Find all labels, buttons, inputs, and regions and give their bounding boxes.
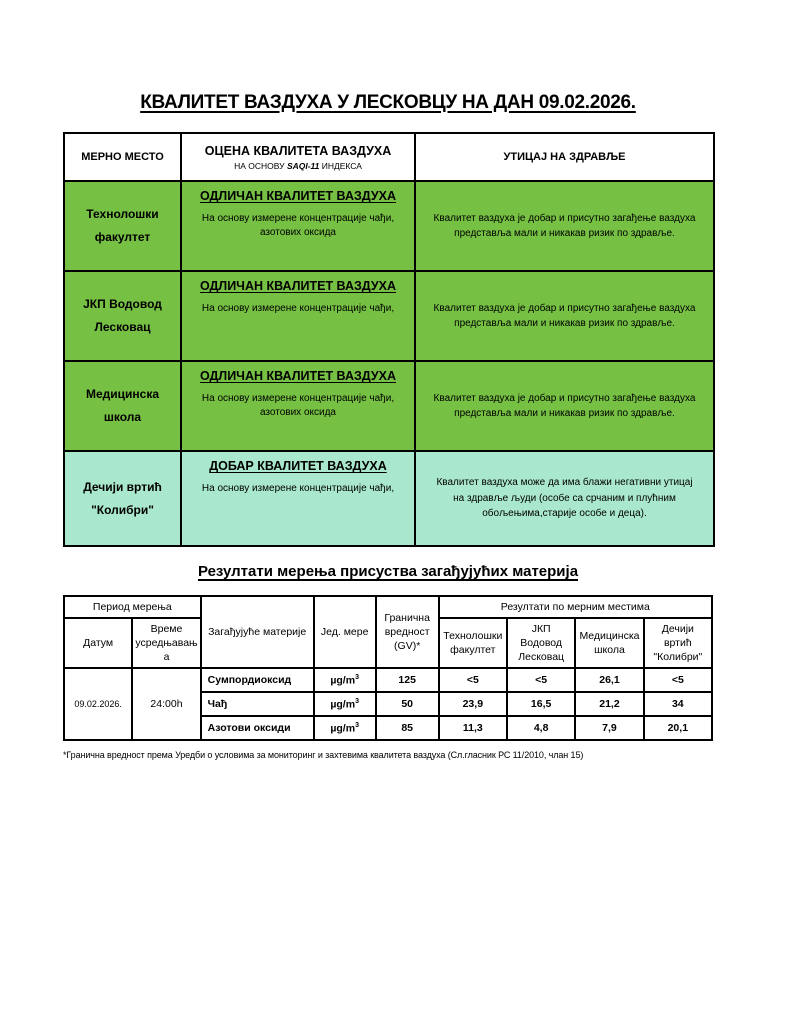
assessment-row-tehnoloski (64, 181, 714, 271)
unit-base: µg/m (330, 722, 356, 735)
header-health-impact: УТИЦАЈ НА ЗДРАВЉЕ (415, 133, 714, 181)
page-title: КВАЛИТЕТ ВАЗДУХА У ЛЕСКОВЦУ НА ДАН 09.02.2026. (140, 92, 636, 113)
health-impact-text: Квалитет ваздуха је добар и присутно загађење ваздуха представља мали и никакав ризик по здравље. (415, 181, 714, 271)
assessment-cell (181, 361, 415, 451)
result-kolibri: 34 (644, 692, 712, 716)
rating-basis: На основу измерене концентрације чађи, азотових оксида (201, 212, 395, 239)
assessment-row-medicinska (64, 361, 714, 451)
assessment-cell (181, 451, 415, 546)
pollutant-name: Азотови оксиди (201, 716, 314, 740)
health-impact-text: Квалитет ваздуха је добар и присутно загађење ваздуха представља мали и никакав ризик по здравље. (415, 271, 714, 361)
document-content (63, 92, 713, 760)
pollutant-name: Сумпордиоксид (201, 668, 314, 692)
averaging-time-value: 24:00h (132, 668, 200, 740)
header-measurement-period: Период мерења (64, 596, 201, 618)
rating-basis: На основу измерене концентрације чађи, (201, 482, 395, 494)
result-kolibri: <5 (644, 668, 712, 692)
place-name: Дечији вртић "Колибри" (64, 451, 181, 546)
health-impact-text: Квалитет ваздуха може да има блажи негативни утицај на здравље људи (особе са срчаним и плућним обољењима,старије особе и деца). (415, 451, 714, 546)
unit-exponent: 3 (355, 697, 359, 705)
limit-value: 125 (376, 668, 439, 692)
header-assessment (181, 133, 415, 181)
result-medicinska: 7,9 (575, 716, 643, 740)
subtitle-suffix: ИНДЕКСА (319, 160, 362, 171)
result-medicinska: 26,1 (575, 668, 643, 692)
result-vodovod: <5 (507, 668, 575, 692)
unit-base: µg/m (330, 698, 356, 711)
result-tehnoloski: 23,9 (439, 692, 507, 716)
assessment-header-row (64, 133, 714, 181)
header-assessment-title: ОЦЕНА КВАЛИТЕТА ВАЗДУХА (204, 143, 392, 158)
result-vodovod: 16,5 (507, 692, 575, 716)
rating-basis: На основу измерене концентрације чађи, (201, 302, 395, 314)
header-date: Датум (64, 618, 132, 668)
health-impact-text: Квалитет ваздуха је добар и присутно загађење ваздуха представља мали и никакав ризик по здравље. (415, 361, 714, 451)
header-pollutants: Загађујуће материје (201, 596, 314, 668)
result-tehnoloski: <5 (439, 668, 507, 692)
result-kolibri: 20,1 (644, 716, 712, 740)
results-section-title: Резултати мерења присуства загађујућих материја (197, 563, 579, 580)
unit-value (314, 668, 376, 692)
unit-value (314, 692, 376, 716)
header-measuring-place: МЕРНО МЕСТО (64, 133, 181, 181)
result-medicinska: 21,2 (575, 692, 643, 716)
place-name: Медицинска школа (64, 361, 181, 451)
result-tehnoloski: 11,3 (439, 716, 507, 740)
unit-exponent: 3 (355, 673, 359, 681)
rating-label: ОДЛИЧАН КВАЛИТЕТ ВАЗДУХА (199, 279, 397, 293)
header-averaging-time: Време усредњавања (132, 618, 200, 668)
pollutant-name: Чађ (201, 692, 314, 716)
header-unit: Јед. мере (314, 596, 376, 668)
limit-value-footnote: *Гранична вредност према Уредби о условима за мониторинг и захтевима квалитета ваздуха (Сл.гласник РС 11/2010, члан 15) (63, 750, 584, 760)
unit-base: µg/m (330, 674, 356, 687)
air-quality-assessment-table (63, 132, 715, 547)
measurement-date: 09.02.2026. (64, 668, 132, 740)
assessment-cell (181, 181, 415, 271)
rating-label: ОДЛИЧАН КВАЛИТЕТ ВАЗДУХА (199, 369, 397, 383)
result-vodovod: 4,8 (507, 716, 575, 740)
header-site-kolibri: Дечији вртић "Колибри" (644, 618, 712, 668)
saqi-index-label: SAQI-11 (286, 160, 320, 171)
unit-value (314, 716, 376, 740)
unit-exponent: 3 (355, 721, 359, 729)
assessment-row-kolibri (64, 451, 714, 546)
assessment-row-vodovod (64, 271, 714, 361)
place-name: Технолошки факултет (64, 181, 181, 271)
results-header-top-row (64, 596, 712, 618)
limit-value: 85 (376, 716, 439, 740)
rating-label: ДОБАР КВАЛИТЕТ ВАЗДУХА (209, 459, 387, 473)
header-site-medicinska: Медицинска школа (575, 618, 643, 668)
header-assessment-subtitle (182, 161, 414, 171)
place-name: ЈКП Водовод Лесковац (64, 271, 181, 361)
rating-label: ОДЛИЧАН КВАЛИТЕТ ВАЗДУХА (199, 189, 397, 203)
header-limit-value: Гранична вредност (GV)* (376, 596, 439, 668)
header-site-tehnoloski: Технолошки факултет (439, 618, 507, 668)
results-row-so2 (64, 668, 712, 692)
assessment-cell (181, 271, 415, 361)
header-site-vodovod: ЈКП Водовод Лесковац (507, 618, 575, 668)
limit-value: 50 (376, 692, 439, 716)
header-results-by-site: Резултати по мерним местима (439, 596, 712, 618)
rating-basis: На основу измерене концентрације чађи, азотових оксида (201, 392, 395, 419)
subtitle-prefix: НА ОСНОВУ (234, 160, 287, 171)
measurement-results-table (63, 595, 713, 741)
